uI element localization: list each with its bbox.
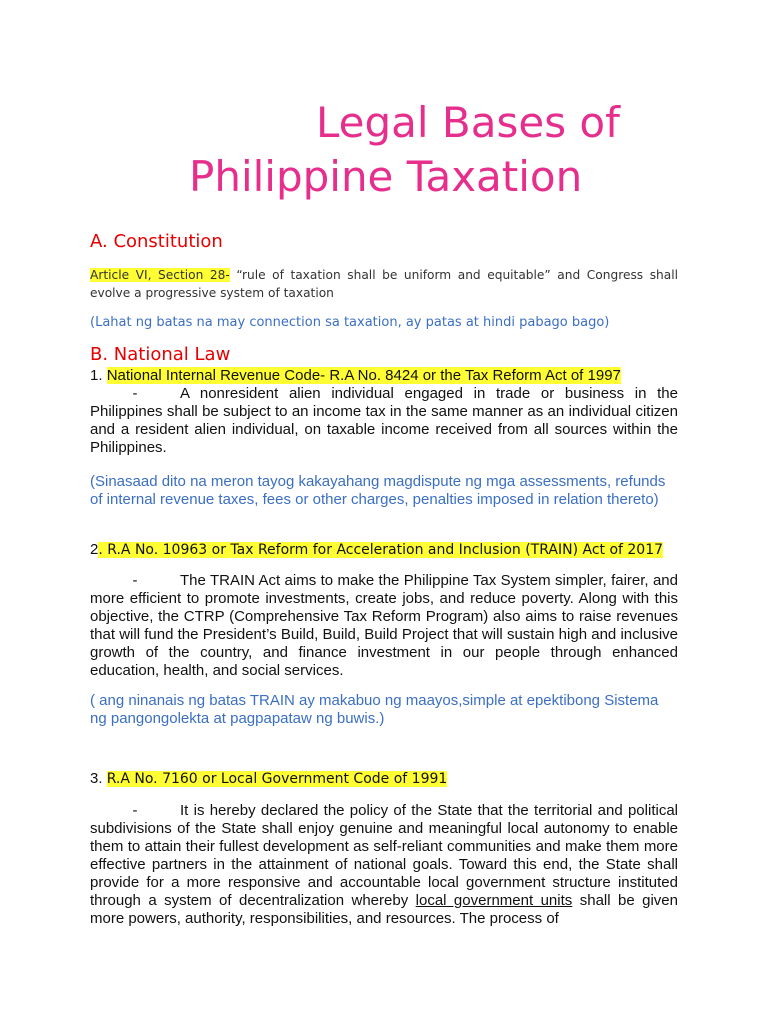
- law-item-1-number: 1.: [90, 367, 107, 384]
- section-a-paragraph: [90, 266, 678, 302]
- section-b-heading: B. National Law: [90, 344, 231, 365]
- title-line-2: Philippine Taxation: [189, 152, 583, 201]
- section-a-note-wrap: [90, 313, 678, 331]
- title-line-1: Legal Bases of: [316, 98, 620, 147]
- law-item-2-body: [90, 572, 678, 680]
- law-item-3-title-text: R.A No. 7160 or Local Government Code of 1991: [106, 771, 448, 787]
- law-item-2-title-text: . R.A No. 10963 or Tax Reform for Acceleration and Inclusion (TRAIN) Act of 2017: [98, 542, 664, 558]
- section-a-note: (Lahat ng batas na may connection sa taxation, ay patas at hindi pabago bago): [90, 315, 610, 330]
- law-item-2-note: ( ang ninanais ng batas TRAIN ay makabuo ng maayos,simple at epektibong Sistema ng pangongolekta at pagpapataw ng buwis.): [90, 692, 659, 727]
- section-a-text: “rule of taxation shall be uniform and equitable” and Congress shall evolve a progressive system of taxation: [90, 268, 679, 300]
- section-a-reference: Article VI, Section 28-: [90, 268, 230, 282]
- law-item-3-body: [90, 802, 678, 928]
- law-item-3-dash: -: [132, 802, 138, 819]
- law-item-2-dash: -: [132, 572, 138, 589]
- law-item-3-text-before: It is hereby declared the policy of the State that the territorial and political subdivisions of the State shall enjoy genuine and meaningful local autonomy to enable them to attain their fullest development as self-reliant communities and make them more effective partners in the attainment of national goals. Toward this end, the State shall provide for a more responsive and accountable local government structure instituted through a system of decentralization whereby: [90, 802, 678, 909]
- law-item-1-title-text: National Internal Revenue Code- R.A No. 8424 or the Tax Reform Act of 1997: [106, 367, 621, 384]
- law-item-2-text: The TRAIN Act aims to make the Philippine Tax System simpler, fairer, and more efficient to promote investments, create jobs, and reduce poverty. Along with this objective, the CTRP (Comprehensive Tax Reform Program) also aims to raise revenues that will fund the President’s Build, Build, Build Project that will sustain high and inclusive growth of the country, and finance investment in our people through enhanced education, health, and social services.: [90, 572, 678, 679]
- local-government-units-underlined: local government units: [415, 892, 573, 909]
- law-item-1-note: (Sinasaad dito na meron tayog kakayahang magdispute ng mga assessments, refunds of internal revenue taxes, fees or other charges, penalties imposed in relation thereto): [90, 473, 666, 508]
- law-item-1-body: [90, 385, 678, 457]
- page-title: [0, 96, 768, 204]
- law-item-3-number: 3.: [90, 770, 107, 787]
- law-item-1-text: A nonresident alien individual engaged in trade or business in the Philippines shall be subject to an income tax in the same manner as an individual citizen and a resident alien individual, on taxable income received from all sources within the Philippines.: [90, 385, 678, 456]
- law-item-2-number: 2: [90, 541, 99, 558]
- law-item-1-dash: -: [132, 385, 138, 402]
- section-a-heading: A. Constitution: [90, 231, 223, 252]
- law-item-1-title: [90, 367, 678, 385]
- law-item-2-title: [90, 541, 678, 559]
- law-item-3-title: [90, 770, 678, 788]
- law-item-3-text-after: shall be given more powers, authority, responsibilities, and resources. The process of: [90, 892, 678, 927]
